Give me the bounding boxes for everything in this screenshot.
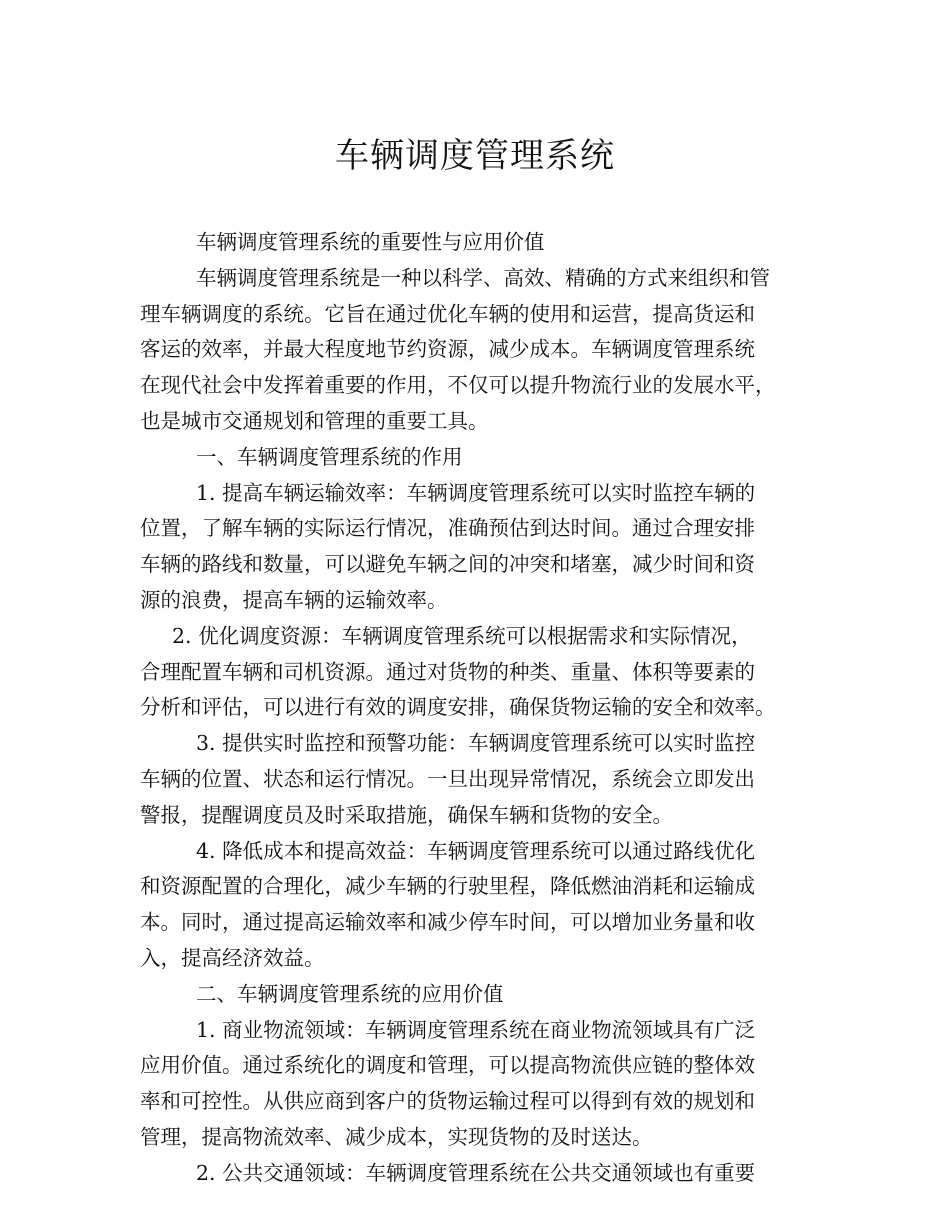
list-item-line: 合理配置车辆和司机资源。通过对货物的种类、重量、体积等要素的 <box>140 659 755 684</box>
list-item-line: 应用价值。通过系统化的调度和管理，可以提高物流供应链的整体效 <box>140 1053 755 1078</box>
section-heading-1: 一、车辆调度管理系统的作用 <box>196 444 463 469</box>
paragraph-line: 客运的效率，并最大程度地节约资源，减少成本。车辆调度管理系统 <box>140 337 755 362</box>
list-item-line: 3. 提供实时监控和预警功能：车辆调度管理系统可以实时监控 <box>196 731 756 756</box>
list-item-line: 2. 公共交通领域：车辆调度管理系统在公共交通领域也有重要 <box>196 1160 756 1185</box>
list-item-line: 警报，提醒调度员及时采取措施，确保车辆和货物的安全。 <box>140 802 673 827</box>
list-item-line: 4. 降低成本和提高效益：车辆调度管理系统可以通过路线优化 <box>196 838 756 863</box>
paragraph-line: 理车辆调度的系统。它旨在通过优化车辆的使用和运营，提高货运和 <box>140 301 755 326</box>
document-body <box>140 225 830 1192</box>
paragraph-line: 也是城市交通规划和管理的重要工具。 <box>140 408 489 433</box>
section-heading-2: 二、车辆调度管理系统的应用价值 <box>196 981 504 1006</box>
list-item-line: 1. 提高车辆运输效率：车辆调度管理系统可以实时监控车辆的 <box>196 480 756 505</box>
paragraph-line: 车辆调度管理系统是一种以科学、高效、精确的方式来组织和管 <box>196 265 770 290</box>
list-item-line: 2. 优化调度资源：车辆调度管理系统可以根据需求和实际情况， <box>172 623 752 648</box>
list-item-line: 分析和评估，可以进行有效的调度安排，确保货物运输的安全和效率。 <box>140 695 776 720</box>
list-item-line: 位置，了解车辆的实际运行情况，准确预估到达时间。通过合理安排 <box>140 516 755 541</box>
paragraph-line: 在现代社会中发挥着重要的作用，不仅可以提升物流行业的发展水平， <box>140 373 776 398</box>
list-item-line: 管理，提高物流效率、减少成本，实现货物的及时送达。 <box>140 1124 653 1149</box>
section-heading-intro: 车辆调度管理系统的重要性与应用价值 <box>196 230 545 254</box>
list-item-line: 车辆的路线和数量，可以避免车辆之间的冲突和堵塞，减少时间和资 <box>140 552 755 577</box>
document-title: 车辆调度管理系统 <box>335 136 615 176</box>
list-item-line: 本。同时，通过提高运输效率和减少停车时间，可以增加业务量和收 <box>140 910 755 935</box>
list-item-line: 入，提高经济效益。 <box>140 945 325 970</box>
list-item-line: 率和可控性。从供应商到客户的货物运输过程可以得到有效的规划和 <box>140 1089 755 1114</box>
list-item-line: 源的浪费，提高车辆的运输效率。 <box>140 587 448 612</box>
list-item-line: 1. 商业物流领域：车辆调度管理系统在商业物流领域具有广泛 <box>196 1017 756 1042</box>
list-item-line: 和资源配置的合理化，减少车辆的行驶里程，降低燃油消耗和运输成 <box>140 874 755 899</box>
list-item-line: 车辆的位置、状态和运行情况。一旦出现异常情况，系统会立即发出 <box>140 766 755 791</box>
